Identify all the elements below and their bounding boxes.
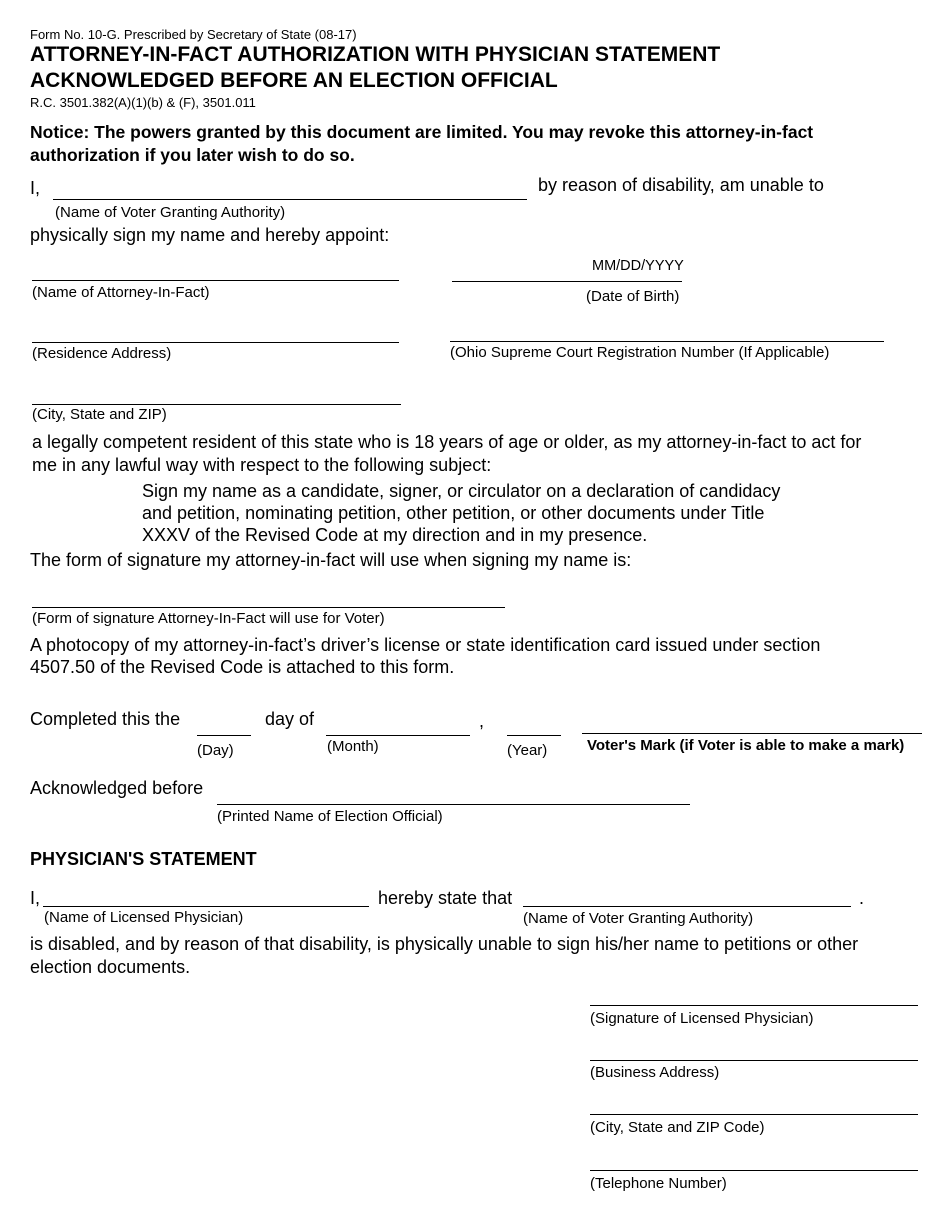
physician-city-field[interactable]: [590, 1114, 918, 1115]
form-title-line1: ATTORNEY-IN-FACT AUTHORIZATION WITH PHYSICIAN STATEMENT: [30, 43, 721, 66]
photocopy-line1: A photocopy of my attorney-in-fact’s driver’s license or state identification card issued under section: [30, 635, 821, 655]
period: .: [859, 888, 865, 908]
ohio-registration-field[interactable]: [450, 341, 884, 342]
day-caption: (Day): [197, 742, 234, 759]
subject-line1: Sign my name as a candidate, signer, or circulator on a declaration of candidacy: [142, 481, 781, 501]
residence-address-field[interactable]: [32, 342, 399, 343]
election-official-caption: (Printed Name of Election Official): [217, 808, 443, 825]
physician-signature-field[interactable]: [590, 1005, 918, 1006]
voter-mark-caption: Voter's Mark (if Voter is able to make a mark): [587, 737, 905, 754]
subject-line3: XXXV of the Revised Code at my direction and in my presence.: [142, 525, 648, 545]
physician-i-label: I,: [30, 888, 41, 908]
disabled-line1: is disabled, and by reason of that disability, is physically unable to sign his/her name to petitions or other: [30, 934, 859, 954]
attorney-name-caption: (Name of Attorney-In-Fact): [32, 284, 210, 301]
physician-voter-name-field[interactable]: [523, 906, 851, 907]
physician-city-caption: (City, State and ZIP Code): [590, 1119, 765, 1136]
notice-line1: Notice: The powers granted by this document are limited. You may revoke this attorney-in-fact: [30, 122, 814, 142]
form-of-signature-caption: (Form of signature Attorney-In-Fact will use for Voter): [32, 610, 385, 627]
notice-line2: authorization if you later wish to do so.: [30, 145, 355, 165]
physician-name-caption: (Name of Licensed Physician): [44, 909, 244, 926]
year-field[interactable]: [507, 735, 561, 736]
month-field[interactable]: [326, 735, 470, 736]
voter-name-caption: (Name of Voter Granting Authority): [55, 204, 286, 221]
voter-mark-field[interactable]: [582, 733, 922, 734]
voter-i-label: I,: [30, 178, 41, 198]
dob-caption: (Date of Birth): [586, 288, 680, 305]
disabled-line2: election documents.: [30, 957, 191, 977]
telephone-caption: (Telephone Number): [590, 1175, 727, 1192]
telephone-field[interactable]: [590, 1170, 918, 1171]
day-of-text: day of: [265, 709, 315, 729]
date-of-birth-field[interactable]: [452, 281, 682, 282]
acknowledged-text: Acknowledged before: [30, 778, 204, 798]
business-address-field[interactable]: [590, 1060, 918, 1061]
physician-voter-caption: (Name of Voter Granting Authority): [523, 910, 754, 927]
dob-format-hint: MM/DD/YYYY: [592, 258, 684, 274]
physician-signature-caption: (Signature of Licensed Physician): [590, 1010, 814, 1027]
subject-line2: and petition, nominating petition, other petition, or other documents under Title: [142, 503, 765, 523]
city-caption: (City, State and ZIP): [32, 406, 167, 423]
form-number: Form No. 10-G. Prescribed by Secretary of State (08-17): [30, 27, 357, 42]
ohio-registration-caption: (Ohio Supreme Court Registration Number (If Applicable): [450, 344, 830, 361]
physician-heading: PHYSICIAN'S STATEMENT: [30, 849, 257, 869]
photocopy-line2: 4507.50 of the Revised Code is attached to this form.: [30, 657, 455, 677]
attorney-name-field[interactable]: [32, 280, 399, 281]
month-caption: (Month): [327, 738, 379, 755]
form-title-line2: ACKNOWLEDGED BEFORE AN ELECTION OFFICIAL: [30, 69, 558, 92]
year-caption: (Year): [507, 742, 548, 759]
residence-caption: (Residence Address): [32, 345, 172, 362]
form-of-signature-text: The form of signature my attorney-in-fact will use when signing my name is:: [30, 550, 632, 570]
resident-text-line1: a legally competent resident of this state who is 18 years of age or older, as my attorney-in-fact to act for: [32, 432, 862, 452]
revised-code-reference: R.C. 3501.382(A)(1)(b) & (F), 3501.011: [30, 95, 256, 110]
form-of-signature-field[interactable]: [32, 607, 505, 608]
completed-text: Completed this the: [30, 709, 181, 729]
voter-name-field[interactable]: [53, 199, 527, 200]
business-address-caption: (Business Address): [590, 1064, 720, 1081]
disability-text: by reason of disability, am unable to: [538, 175, 824, 195]
appoint-text: physically sign my name and hereby appoint:: [30, 225, 390, 245]
election-official-field[interactable]: [217, 804, 690, 805]
day-field[interactable]: [197, 735, 251, 736]
state-that-text: hereby state that: [378, 888, 513, 908]
comma: ,: [479, 711, 485, 731]
resident-text-line2: me in any lawful way with respect to the following subject:: [32, 455, 492, 475]
physician-name-field[interactable]: [43, 906, 369, 907]
city-state-zip-field[interactable]: [32, 404, 401, 405]
